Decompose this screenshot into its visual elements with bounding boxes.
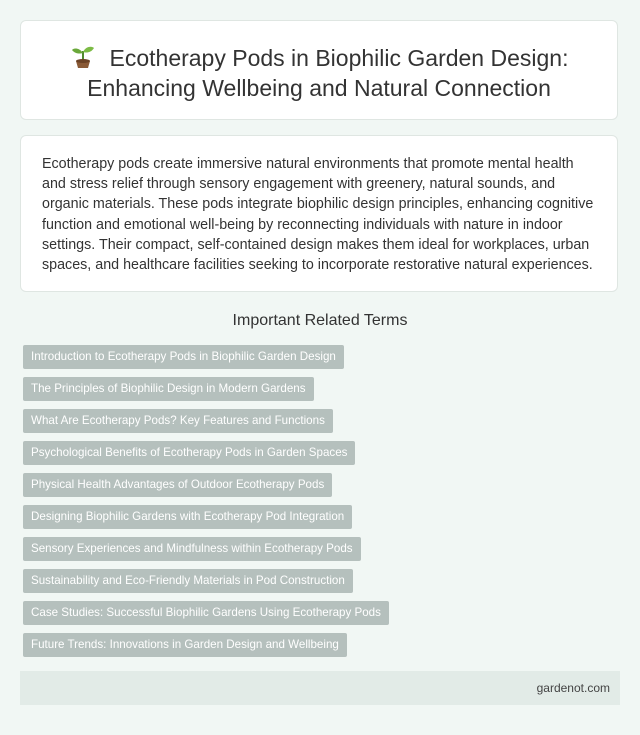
related-term-link[interactable]: Sustainability and Eco-Friendly Materials in Pod Construction (23, 569, 353, 593)
intro-card (20, 135, 618, 292)
footer-site-link[interactable]: gardenot.com (536, 681, 610, 695)
intro-paragraph: Ecotherapy pods create immersive natural environments that promote mental health and stress relief through sensory engagement with greenery, natural sounds, and organic materials. These pods integrate biophilic design principles, enhancing cognitive function and emotional well-being by reconnecting individuals with nature in indoor settings. Their compact, self-contained design makes them ideal for workplaces, urban spaces, and healthcare facilities seeking to incorporate restorative natural experiences. (42, 156, 594, 274)
related-terms-heading: Important Related Terms (232, 312, 408, 329)
related-term-link[interactable]: Introduction to Ecotherapy Pods in Biophilic Garden Design (23, 345, 344, 369)
sprout-icon (70, 45, 96, 69)
related-term-link[interactable]: What Are Ecotherapy Pods? Key Features and Functions (23, 409, 333, 433)
related-term-link[interactable]: Psychological Benefits of Ecotherapy Pods in Garden Spaces (23, 441, 355, 465)
related-terms-list (23, 345, 389, 665)
page-title (21, 21, 617, 103)
related-term-link[interactable]: Physical Health Advantages of Outdoor Ecotherapy Pods (23, 473, 332, 497)
related-term-link[interactable]: Designing Biophilic Gardens with Ecotherapy Pod Integration (23, 505, 352, 529)
related-term-link[interactable]: Sensory Experiences and Mindfulness within Ecotherapy Pods (23, 537, 361, 561)
title-card (20, 20, 618, 120)
related-term-link[interactable]: Case Studies: Successful Biophilic Gardens Using Ecotherapy Pods (23, 601, 389, 625)
footer (20, 671, 620, 705)
related-term-link[interactable]: Future Trends: Innovations in Garden Design and Wellbeing (23, 633, 347, 657)
page-title-text: Ecotherapy Pods in Biophilic Garden Design: Enhancing Wellbeing and Natural Connection (87, 45, 569, 101)
related-term-link[interactable]: The Principles of Biophilic Design in Modern Gardens (23, 377, 314, 401)
